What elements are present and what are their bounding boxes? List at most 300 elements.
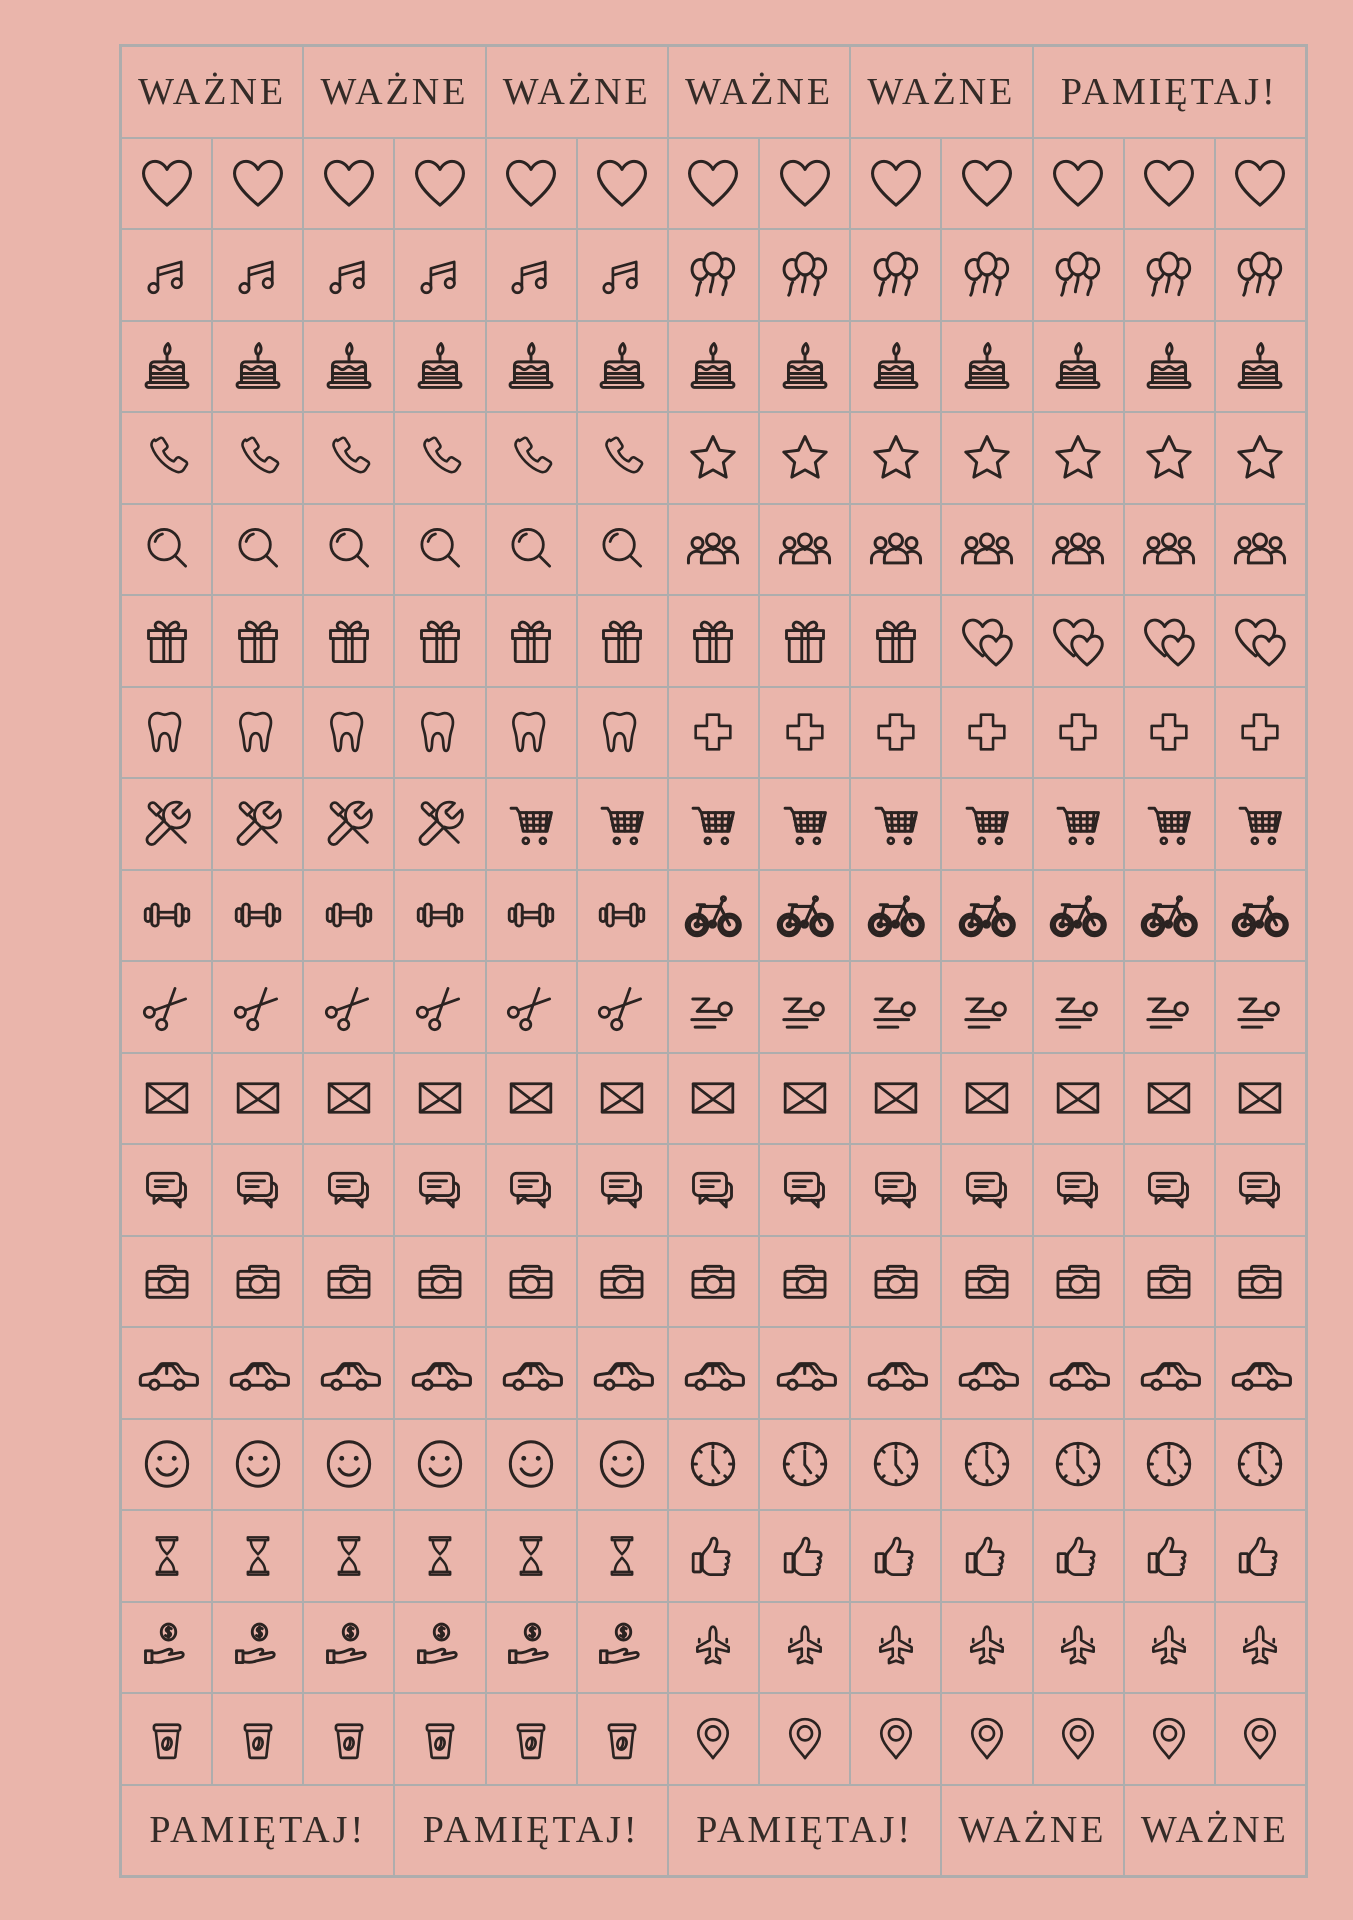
thumbs-up-icon	[684, 1527, 742, 1585]
sticker-tools	[213, 779, 302, 869]
sticker-swimmer	[1125, 962, 1214, 1052]
sticker-people-group	[1125, 505, 1214, 595]
sticker-shopping-cart	[851, 779, 940, 869]
sticker-chat-bubbles	[942, 1145, 1031, 1235]
sticker-swimmer	[1216, 962, 1305, 1052]
sticker-birthday-cake	[1216, 322, 1305, 412]
car-icon	[226, 1341, 290, 1405]
sticker-star	[1034, 413, 1123, 503]
car-icon	[1228, 1341, 1292, 1405]
sticker-birthday-cake	[122, 322, 211, 412]
footer-label-text: PAMIĘTAJ!	[149, 1809, 367, 1852]
sticker-gift	[304, 596, 393, 686]
envelope-icon	[229, 1069, 287, 1127]
scissors-icon	[411, 978, 469, 1036]
sticker-balloons	[669, 230, 758, 320]
envelope-icon	[411, 1069, 469, 1127]
coffee-cup-icon	[503, 1711, 559, 1767]
double-heart-icon	[1138, 610, 1200, 672]
sticker-smiley	[487, 1420, 576, 1510]
star-icon	[682, 427, 744, 489]
double-heart-icon	[956, 610, 1018, 672]
medical-cross-icon	[1142, 705, 1196, 759]
sticker-clock	[1216, 1420, 1305, 1510]
footer-label-cell	[122, 1786, 393, 1876]
camera-icon	[1139, 1251, 1199, 1311]
money-hand-icon	[319, 1617, 379, 1677]
airplane-icon	[1141, 1619, 1197, 1675]
sticker-magnifier	[578, 505, 667, 595]
sticker-chat-bubbles	[1216, 1145, 1305, 1235]
sticker-airplane	[760, 1603, 849, 1693]
smiley-icon	[136, 1433, 198, 1495]
sticker-coffee-cup	[487, 1694, 576, 1784]
clock-icon	[775, 1434, 835, 1494]
sticker-airplane	[942, 1603, 1031, 1693]
coffee-cup-icon	[230, 1711, 286, 1767]
sticker-money-hand	[122, 1603, 211, 1693]
sticker-thumbs-up	[669, 1511, 758, 1601]
star-icon	[1229, 427, 1291, 489]
header-label-text: WAŻNE	[867, 70, 1016, 113]
sticker-camera	[487, 1237, 576, 1327]
music-note-icon	[594, 247, 650, 303]
sticker-phone	[578, 413, 667, 503]
header-label-cell	[669, 47, 849, 137]
sticker-dumbbell	[213, 871, 302, 961]
camera-icon	[683, 1251, 743, 1311]
car-icon	[590, 1341, 654, 1405]
sticker-envelope	[122, 1054, 211, 1144]
money-hand-icon	[592, 1617, 652, 1677]
airplane-icon	[959, 1619, 1015, 1675]
sticker-thumbs-up	[760, 1511, 849, 1601]
hourglass-icon	[596, 1530, 648, 1582]
clock-icon	[957, 1434, 1017, 1494]
sticker-chat-bubbles	[578, 1145, 667, 1235]
footer-label-text: WAŻNE	[1140, 1809, 1289, 1852]
sticker-gift	[487, 596, 576, 686]
music-note-icon	[230, 247, 286, 303]
sticker-birthday-cake	[395, 322, 484, 412]
clock-icon	[1230, 1434, 1290, 1494]
smiley-icon	[500, 1433, 562, 1495]
bicycle-icon	[954, 882, 1020, 948]
medical-cross-icon	[1233, 705, 1287, 759]
sticker-hourglass	[304, 1511, 393, 1601]
sticker-swimmer	[760, 962, 849, 1052]
sticker-swimmer	[1034, 962, 1123, 1052]
birthday-cake-icon	[409, 335, 471, 397]
sticker-swimmer	[851, 962, 940, 1052]
balloons-icon	[1138, 244, 1200, 306]
sticker-heart	[395, 139, 484, 229]
sticker-hourglass	[578, 1511, 667, 1601]
sticker-car	[304, 1328, 393, 1418]
sticker-magnifier	[304, 505, 393, 595]
sticker-smiley	[395, 1420, 484, 1510]
sticker-camera	[304, 1237, 393, 1327]
envelope-icon	[1140, 1069, 1198, 1127]
medical-cross-icon	[686, 705, 740, 759]
camera-icon	[592, 1251, 652, 1311]
sticker-dumbbell	[304, 871, 393, 961]
sticker-birthday-cake	[1034, 322, 1123, 412]
location-pin-icon	[685, 1711, 741, 1767]
thumbs-up-icon	[1049, 1527, 1107, 1585]
heart-icon	[590, 151, 654, 215]
sticker-tools	[122, 779, 211, 869]
sticker-gift	[395, 596, 484, 686]
sticker-camera	[213, 1237, 302, 1327]
shopping-cart-icon	[1138, 793, 1200, 855]
double-heart-icon	[1047, 610, 1109, 672]
camera-icon	[137, 1251, 197, 1311]
sticker-shopping-cart	[1034, 779, 1123, 869]
sticker-swimmer	[669, 962, 758, 1052]
birthday-cake-icon	[1229, 335, 1291, 397]
sticker-envelope	[578, 1054, 667, 1144]
sticker-heart	[669, 139, 758, 229]
gift-icon	[319, 611, 379, 671]
heart-icon	[1137, 151, 1201, 215]
sticker-chat-bubbles	[304, 1145, 393, 1235]
sticker-birthday-cake	[578, 322, 667, 412]
tooth-icon	[503, 704, 559, 760]
sticker-clock	[1034, 1420, 1123, 1510]
sticker-music-note	[304, 230, 393, 320]
sticker-car	[213, 1328, 302, 1418]
swimmer-icon	[1138, 976, 1200, 1038]
sticker-camera	[1034, 1237, 1123, 1327]
tools-icon	[411, 795, 469, 853]
star-icon	[956, 427, 1018, 489]
sticker-tooth	[487, 688, 576, 778]
sticker-gift	[213, 596, 302, 686]
sticker-smiley	[578, 1420, 667, 1510]
sticker-camera	[395, 1237, 484, 1327]
gift-icon	[683, 611, 743, 671]
double-heart-icon	[1229, 610, 1291, 672]
sticker-hourglass	[487, 1511, 576, 1601]
sticker-heart	[1034, 139, 1123, 229]
dumbbell-icon	[501, 885, 561, 945]
sticker-envelope	[1216, 1054, 1305, 1144]
phone-icon	[140, 431, 194, 485]
birthday-cake-icon	[956, 335, 1018, 397]
sticker-envelope	[395, 1054, 484, 1144]
chat-bubbles-icon	[410, 1160, 470, 1220]
envelope-icon	[1049, 1069, 1107, 1127]
sticker-scissors	[578, 962, 667, 1052]
sticker-car	[395, 1328, 484, 1418]
clock-icon	[1139, 1434, 1199, 1494]
birthday-cake-icon	[774, 335, 836, 397]
sticker-phone	[487, 413, 576, 503]
sticker-scissors	[395, 962, 484, 1052]
sticker-car	[760, 1328, 849, 1418]
sticker-medical-cross	[760, 688, 849, 778]
sticker-coffee-cup	[395, 1694, 484, 1784]
sticker-dumbbell	[578, 871, 667, 961]
shopping-cart-icon	[500, 793, 562, 855]
sticker-swimmer	[942, 962, 1031, 1052]
header-label-cell	[487, 47, 667, 137]
swimmer-icon	[956, 976, 1018, 1038]
heart-icon	[408, 151, 472, 215]
sticker-tooth	[304, 688, 393, 778]
sticker-double-heart	[942, 596, 1031, 686]
sticker-location-pin	[1034, 1694, 1123, 1784]
sticker-thumbs-up	[1034, 1511, 1123, 1601]
sticker-phone	[395, 413, 484, 503]
sticker-bicycle	[1125, 871, 1214, 961]
gift-icon	[592, 611, 652, 671]
airplane-icon	[777, 1619, 833, 1675]
shopping-cart-icon	[1229, 793, 1291, 855]
camera-icon	[866, 1251, 926, 1311]
sticker-music-note	[213, 230, 302, 320]
sticker-balloons	[1125, 230, 1214, 320]
envelope-icon	[320, 1069, 378, 1127]
sticker-birthday-cake	[851, 322, 940, 412]
car-icon	[135, 1341, 199, 1405]
footer-label-text: WAŻNE	[958, 1809, 1107, 1852]
tools-icon	[320, 795, 378, 853]
sticker-people-group	[669, 505, 758, 595]
balloons-icon	[1047, 244, 1109, 306]
header-label-cell	[122, 47, 302, 137]
smiley-icon	[318, 1433, 380, 1495]
sticker-medical-cross	[942, 688, 1031, 778]
heart-icon	[499, 151, 563, 215]
envelope-icon	[867, 1069, 925, 1127]
smiley-icon	[227, 1433, 289, 1495]
shopping-cart-icon	[682, 793, 744, 855]
sticker-location-pin	[851, 1694, 940, 1784]
chat-bubbles-icon	[501, 1160, 561, 1220]
sticker-chat-bubbles	[851, 1145, 940, 1235]
camera-icon	[775, 1251, 835, 1311]
sticker-gift	[669, 596, 758, 686]
location-pin-icon	[1232, 1711, 1288, 1767]
camera-icon	[410, 1251, 470, 1311]
thumbs-up-icon	[867, 1527, 925, 1585]
thumbs-up-icon	[1231, 1527, 1289, 1585]
sticker-envelope	[1125, 1054, 1214, 1144]
people-group-icon	[774, 518, 836, 580]
envelope-icon	[684, 1069, 742, 1127]
sticker-star	[760, 413, 849, 503]
shopping-cart-icon	[774, 793, 836, 855]
chat-bubbles-icon	[592, 1160, 652, 1220]
sticker-car	[1125, 1328, 1214, 1418]
shopping-cart-icon	[1047, 793, 1109, 855]
sticker-birthday-cake	[487, 322, 576, 412]
balloons-icon	[865, 244, 927, 306]
heart-icon	[681, 151, 745, 215]
clock-icon	[683, 1434, 743, 1494]
sticker-medical-cross	[851, 688, 940, 778]
sticker-dumbbell	[395, 871, 484, 961]
people-group-icon	[1138, 518, 1200, 580]
medical-cross-icon	[778, 705, 832, 759]
sticker-camera	[1216, 1237, 1305, 1327]
sticker-magnifier	[213, 505, 302, 595]
sticker-smiley	[304, 1420, 393, 1510]
clock-icon	[1048, 1434, 1108, 1494]
location-pin-icon	[1050, 1711, 1106, 1767]
sticker-envelope	[942, 1054, 1031, 1144]
location-pin-icon	[1141, 1711, 1197, 1767]
location-pin-icon	[777, 1711, 833, 1767]
bicycle-icon	[1227, 882, 1293, 948]
gift-icon	[137, 611, 197, 671]
sticker-chat-bubbles	[213, 1145, 302, 1235]
sticker-thumbs-up	[1125, 1511, 1214, 1601]
sticker-music-note	[122, 230, 211, 320]
star-icon	[865, 427, 927, 489]
birthday-cake-icon	[1047, 335, 1109, 397]
bicycle-icon	[680, 882, 746, 948]
sticker-heart	[213, 139, 302, 229]
balloons-icon	[956, 244, 1018, 306]
sticker-clock	[760, 1420, 849, 1510]
coffee-cup-icon	[321, 1711, 377, 1767]
sticker-shopping-cart	[578, 779, 667, 869]
scissors-icon	[320, 978, 378, 1036]
sticker-birthday-cake	[760, 322, 849, 412]
tooth-icon	[139, 704, 195, 760]
sticker-birthday-cake	[213, 322, 302, 412]
sticker-heart	[851, 139, 940, 229]
sticker-people-group	[760, 505, 849, 595]
chat-bubbles-icon	[1139, 1160, 1199, 1220]
heart-icon	[864, 151, 928, 215]
camera-icon	[319, 1251, 379, 1311]
sticker-camera	[669, 1237, 758, 1327]
chat-bubbles-icon	[683, 1160, 743, 1220]
sticker-car	[122, 1328, 211, 1418]
envelope-icon	[593, 1069, 651, 1127]
sticker-birthday-cake	[942, 322, 1031, 412]
sticker-bicycle	[1216, 871, 1305, 961]
footer-label-cell	[669, 1786, 940, 1876]
sticker-scissors	[487, 962, 576, 1052]
sticker-magnifier	[122, 505, 211, 595]
sticker-thumbs-up	[942, 1511, 1031, 1601]
sticker-chat-bubbles	[487, 1145, 576, 1235]
birthday-cake-icon	[1138, 335, 1200, 397]
sticker-heart	[578, 139, 667, 229]
people-group-icon	[865, 518, 927, 580]
smiley-icon	[591, 1433, 653, 1495]
sticker-airplane	[1034, 1603, 1123, 1693]
sticker-bicycle	[1034, 871, 1123, 961]
car-icon	[499, 1341, 563, 1405]
magnifier-icon	[593, 520, 651, 578]
sticker-shopping-cart	[760, 779, 849, 869]
sticker-birthday-cake	[1125, 322, 1214, 412]
sticker-heart	[942, 139, 1031, 229]
music-note-icon	[412, 247, 468, 303]
star-icon	[1138, 427, 1200, 489]
sticker-birthday-cake	[304, 322, 393, 412]
chat-bubbles-icon	[1048, 1160, 1108, 1220]
sticker-envelope	[851, 1054, 940, 1144]
sticker-envelope	[304, 1054, 393, 1144]
sticker-camera	[851, 1237, 940, 1327]
car-icon	[317, 1341, 381, 1405]
dumbbell-icon	[319, 885, 379, 945]
footer-label-text: PAMIĘTAJ!	[422, 1809, 640, 1852]
sticker-sheet-grid	[119, 44, 1308, 1878]
shopping-cart-icon	[865, 793, 927, 855]
scissors-icon	[229, 978, 287, 1036]
sticker-music-note	[487, 230, 576, 320]
camera-icon	[957, 1251, 1017, 1311]
camera-icon	[228, 1251, 288, 1311]
heart-icon	[135, 151, 199, 215]
thumbs-up-icon	[1140, 1527, 1198, 1585]
sticker-medical-cross	[1216, 688, 1305, 778]
people-group-icon	[956, 518, 1018, 580]
sticker-birthday-cake	[669, 322, 758, 412]
sticker-magnifier	[487, 505, 576, 595]
clock-icon	[866, 1434, 926, 1494]
star-icon	[1047, 427, 1109, 489]
gift-icon	[410, 611, 470, 671]
people-group-icon	[1047, 518, 1109, 580]
header-label-cell	[304, 47, 484, 137]
sticker-scissors	[304, 962, 393, 1052]
sticker-money-hand	[395, 1603, 484, 1693]
sticker-camera	[1125, 1237, 1214, 1327]
sticker-money-hand	[304, 1603, 393, 1693]
car-icon	[955, 1341, 1019, 1405]
footer-label-cell	[1125, 1786, 1305, 1876]
sticker-thumbs-up	[851, 1511, 940, 1601]
sticker-medical-cross	[669, 688, 758, 778]
sticker-envelope	[1034, 1054, 1123, 1144]
tooth-icon	[594, 704, 650, 760]
sticker-hourglass	[213, 1511, 302, 1601]
thumbs-up-icon	[776, 1527, 834, 1585]
medical-cross-icon	[869, 705, 923, 759]
sticker-medical-cross	[1034, 688, 1123, 778]
music-note-icon	[503, 247, 559, 303]
envelope-icon	[138, 1069, 196, 1127]
sticker-location-pin	[942, 1694, 1031, 1784]
location-pin-icon	[868, 1711, 924, 1767]
sticker-balloons	[760, 230, 849, 320]
sticker-clock	[851, 1420, 940, 1510]
sticker-scissors	[213, 962, 302, 1052]
sticker-camera	[578, 1237, 667, 1327]
birthday-cake-icon	[318, 335, 380, 397]
medical-cross-icon	[960, 705, 1014, 759]
music-note-icon	[139, 247, 195, 303]
money-hand-icon	[137, 1617, 197, 1677]
magnifier-icon	[320, 520, 378, 578]
sticker-tooth	[578, 688, 667, 778]
sticker-shopping-cart	[1125, 779, 1214, 869]
birthday-cake-icon	[682, 335, 744, 397]
thumbs-up-icon	[958, 1527, 1016, 1585]
car-icon	[864, 1341, 928, 1405]
sticker-coffee-cup	[213, 1694, 302, 1784]
magnifier-icon	[502, 520, 560, 578]
